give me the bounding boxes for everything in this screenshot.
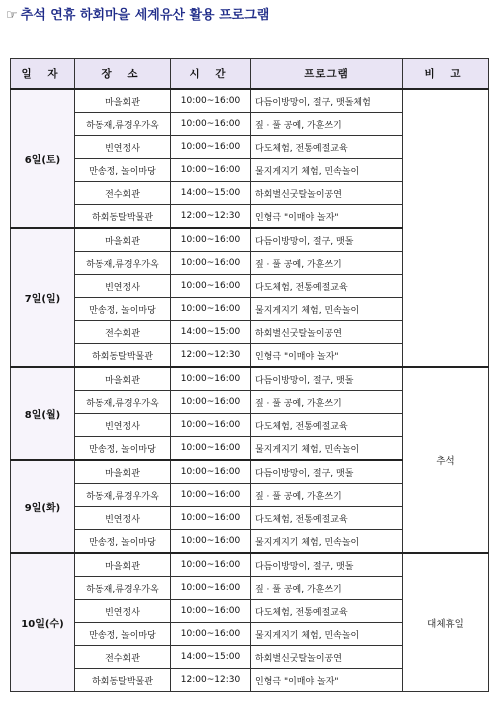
place-cell: 빈연정사 — [75, 275, 171, 298]
place-cell: 빈연정사 — [75, 414, 171, 437]
program-cell: 다듬이방망이, 절구, 맷돌 — [251, 460, 403, 484]
place-cell: 마을회관 — [75, 228, 171, 252]
program-cell: 다도체험, 전통예절교육 — [251, 600, 403, 623]
program-cell: 다듬이방망이, 절구, 맷돌 — [251, 367, 403, 391]
program-cell: 다듬이방망이, 절구, 맷돌체험 — [251, 89, 403, 113]
place-cell: 빈연정사 — [75, 507, 171, 530]
time-cell: 14:00~15:00 — [171, 182, 251, 205]
place-cell: 전수회관 — [75, 646, 171, 669]
place-cell: 하동재,류경우가옥 — [75, 113, 171, 136]
place-cell: 만송정, 놀이마당 — [75, 623, 171, 646]
program-cell: 하회별신굿탈놀이공연 — [251, 321, 403, 344]
time-cell: 10:00~16:00 — [171, 89, 251, 113]
program-cell: 다도체험, 전통예절교육 — [251, 414, 403, 437]
table-row — [11, 367, 489, 391]
day-label: 8일(월) — [11, 367, 75, 460]
place-cell: 빈연정사 — [75, 136, 171, 159]
header-program: 프로그램 — [251, 59, 403, 90]
time-cell: 10:00~16:00 — [171, 577, 251, 600]
place-cell: 하동재,류경우가옥 — [75, 252, 171, 275]
place-cell: 하회동탈박물관 — [75, 344, 171, 368]
header-time: 시 간 — [171, 59, 251, 90]
place-cell: 하동재,류경우가옥 — [75, 484, 171, 507]
program-cell: 짚 · 풀 공예, 가훈쓰기 — [251, 113, 403, 136]
table-header-row — [11, 59, 489, 90]
program-cell: 다도체험, 전통예절교육 — [251, 275, 403, 298]
time-cell: 10:00~16:00 — [171, 507, 251, 530]
program-cell: 물지게지기 체험, 민속놀이 — [251, 437, 403, 461]
note-cell: 추석 — [403, 367, 489, 553]
time-cell: 10:00~16:00 — [171, 530, 251, 554]
place-cell: 마을회관 — [75, 367, 171, 391]
place-cell: 만송정, 놀이마당 — [75, 159, 171, 182]
table-row — [11, 89, 489, 113]
time-cell: 10:00~16:00 — [171, 275, 251, 298]
program-cell: 하회별신굿탈놀이공연 — [251, 646, 403, 669]
time-cell: 10:00~16:00 — [171, 252, 251, 275]
header-note: 비 고 — [403, 59, 489, 90]
place-cell: 마을회관 — [75, 89, 171, 113]
place-cell: 만송정, 놀이마당 — [75, 530, 171, 554]
time-cell: 12:00~12:30 — [171, 669, 251, 692]
place-cell: 마을회관 — [75, 553, 171, 577]
time-cell: 10:00~16:00 — [171, 484, 251, 507]
time-cell: 10:00~16:00 — [171, 113, 251, 136]
place-cell: 마을회관 — [75, 460, 171, 484]
program-cell: 다듬이방망이, 절구, 맷돌 — [251, 228, 403, 252]
time-cell: 10:00~16:00 — [171, 298, 251, 321]
time-cell: 10:00~16:00 — [171, 623, 251, 646]
day-label: 7일(일) — [11, 228, 75, 367]
program-cell: 짚 · 풀 공예, 가훈쓰기 — [251, 252, 403, 275]
time-cell: 10:00~16:00 — [171, 437, 251, 461]
time-cell: 10:00~16:00 — [171, 367, 251, 391]
place-cell: 하동재,류경우가옥 — [75, 577, 171, 600]
day-label: 10일(수) — [11, 553, 75, 692]
place-cell: 하회동탈박물관 — [75, 205, 171, 229]
time-cell: 10:00~16:00 — [171, 553, 251, 577]
note-cell — [403, 89, 489, 367]
header-place: 장 소 — [75, 59, 171, 90]
program-cell: 물지게지기 체험, 민속놀이 — [251, 298, 403, 321]
time-cell: 10:00~16:00 — [171, 159, 251, 182]
day-label: 6일(토) — [11, 89, 75, 228]
place-cell: 하회동탈박물관 — [75, 669, 171, 692]
program-cell: 물지게지기 체험, 민속놀이 — [251, 623, 403, 646]
place-cell: 만송정, 놀이마당 — [75, 437, 171, 461]
program-cell: 인형극 "이매야 놀자" — [251, 344, 403, 368]
program-cell: 짚 · 풀 공예, 가훈쓰기 — [251, 577, 403, 600]
program-cell: 인형극 "이매야 놀자" — [251, 205, 403, 229]
place-cell: 하동재,류경우가옥 — [75, 391, 171, 414]
time-cell: 10:00~16:00 — [171, 414, 251, 437]
time-cell: 10:00~16:00 — [171, 460, 251, 484]
program-cell: 하회별신굿탈놀이공연 — [251, 182, 403, 205]
table-body — [11, 89, 489, 692]
program-cell: 다듬이방망이, 절구, 맷돌 — [251, 553, 403, 577]
program-cell: 물지게지기 체험, 민속놀이 — [251, 530, 403, 554]
schedule-table — [10, 58, 489, 692]
program-cell: 물지게지기 체험, 민속놀이 — [251, 159, 403, 182]
time-cell: 10:00~16:00 — [171, 136, 251, 159]
place-cell: 빈연정사 — [75, 600, 171, 623]
note-cell: 대체휴일 — [403, 553, 489, 692]
header-date: 일 자 — [11, 59, 75, 90]
pointing-hand-icon: ☞ — [6, 8, 18, 23]
place-cell: 전수회관 — [75, 182, 171, 205]
program-cell: 인형극 "이매야 놀자" — [251, 669, 403, 692]
page-title-text: 추석 연휴 하회마을 세계유산 활용 프로그램 — [20, 8, 270, 23]
time-cell: 14:00~15:00 — [171, 646, 251, 669]
time-cell: 10:00~16:00 — [171, 228, 251, 252]
page-title — [6, 4, 269, 24]
program-cell: 다도체험, 전통예절교육 — [251, 136, 403, 159]
program-cell: 짚 · 풀 공예, 가훈쓰기 — [251, 484, 403, 507]
place-cell: 만송정, 놀이마당 — [75, 298, 171, 321]
table-row — [11, 553, 489, 577]
time-cell: 10:00~16:00 — [171, 600, 251, 623]
time-cell: 12:00~12:30 — [171, 205, 251, 229]
time-cell: 12:00~12:30 — [171, 344, 251, 368]
time-cell: 14:00~15:00 — [171, 321, 251, 344]
program-cell: 다도체험, 전통예절교육 — [251, 507, 403, 530]
day-label: 9일(화) — [11, 460, 75, 553]
time-cell: 10:00~16:00 — [171, 391, 251, 414]
program-cell: 짚 · 풀 공예, 가훈쓰기 — [251, 391, 403, 414]
place-cell: 전수회관 — [75, 321, 171, 344]
